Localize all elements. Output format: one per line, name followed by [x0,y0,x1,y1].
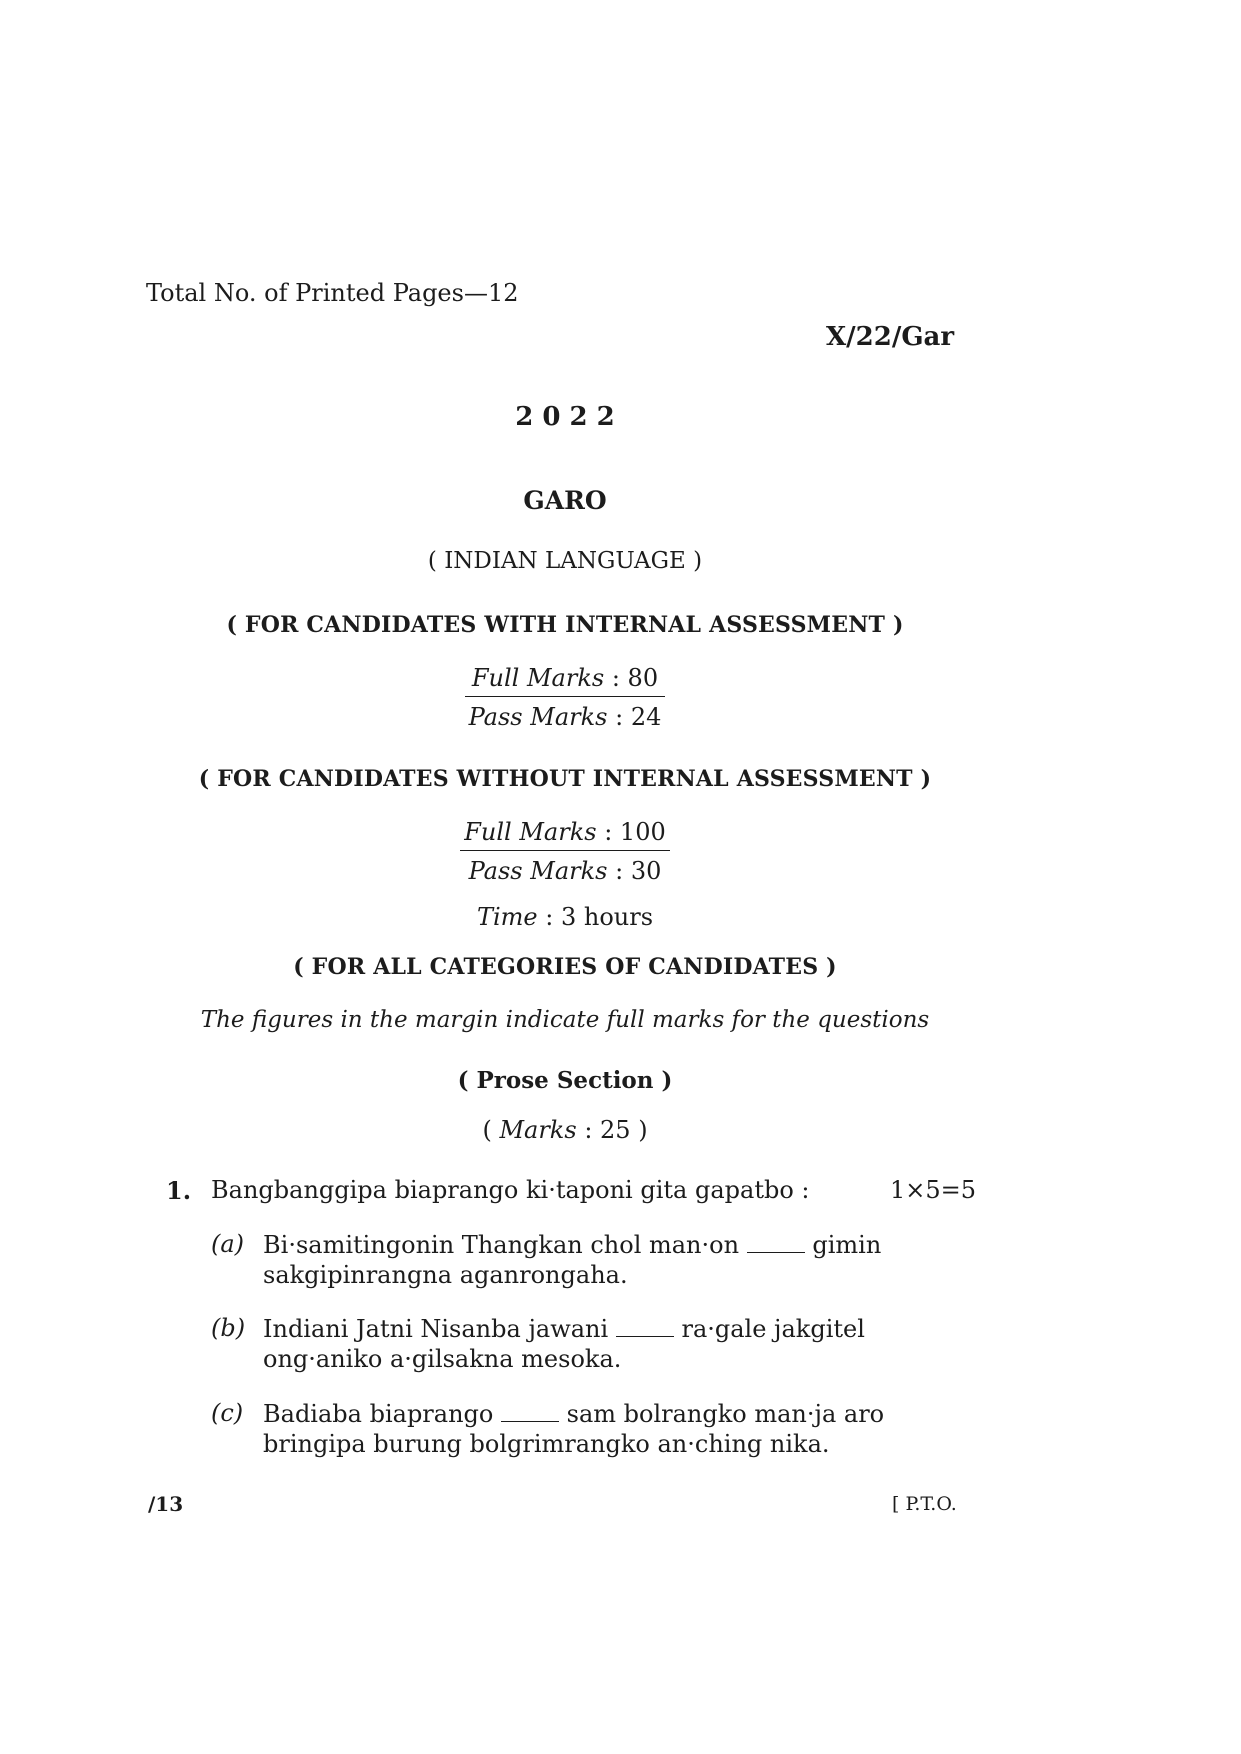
sub-question-text: Badiaba biaprango sam bolrangko man·ja aro bringipa burung bolgrimrangko an·ching nika. [263,1400,885,1458]
section-heading: ( Prose Section ) [457,1067,673,1094]
without-ia-full-marks: Full Marks : 100 [460,818,669,851]
pto-note: [ P.T.O. [892,1493,957,1515]
with-ia-fraction [465,664,666,731]
paper-code: X/22/Gar [826,322,955,352]
total-pages-note: Total No. of Printed Pages—12 [146,279,519,307]
question-marks: 1×5=5 [890,1176,977,1204]
exam-year: 2 0 2 2 [515,402,615,432]
answer-blank [616,1318,674,1337]
sub-question-label: (c) [211,1399,244,1427]
with-ia-heading: ( FOR CANDIDATES WITH INTERNAL ASSESSMENT ) [226,612,904,638]
sub-question-label: (b) [211,1314,246,1342]
with-ia-full-marks: Full Marks : 80 [465,664,666,697]
exam-time: Time : 3 hours [476,903,654,931]
without-ia-pass-marks: Pass Marks : 30 [468,857,662,885]
page-code: /13 [148,1492,184,1516]
without-ia-fraction [460,818,669,885]
instruction-text: The figures in the margin indicate full marks for the questions [200,1007,930,1033]
sub-question-label: (a) [211,1230,245,1258]
with-ia-marks [0,664,1130,731]
sub-question-text: Indiani Jatni Nisanba jawani ra·gale jakgitel ong·aniko a·gilsakna mesoka. [263,1315,865,1373]
subject-subtitle: ( INDIAN LANGUAGE ) [427,548,703,574]
without-ia-marks [0,818,1130,885]
question-text: Bangbanggipa biaprango ki·taponi gita gapatbo : [211,1176,810,1204]
section-marks: ( Marks : 25 ) [482,1116,648,1144]
without-ia-heading: ( FOR CANDIDATES WITHOUT INTERNAL ASSESSMENT ) [198,766,932,792]
sub-question-text: Bi·samitingonin Thangkan chol man·on gimin sakgipinrangna aganrongaha. [263,1231,882,1289]
question-number: 1. [166,1176,192,1205]
subject-title: GARO [523,486,607,515]
with-ia-pass-marks: Pass Marks : 24 [468,703,662,731]
all-categories-heading: ( FOR ALL CATEGORIES OF CANDIDATES ) [293,954,837,980]
answer-blank [747,1234,805,1253]
answer-blank [501,1403,559,1422]
